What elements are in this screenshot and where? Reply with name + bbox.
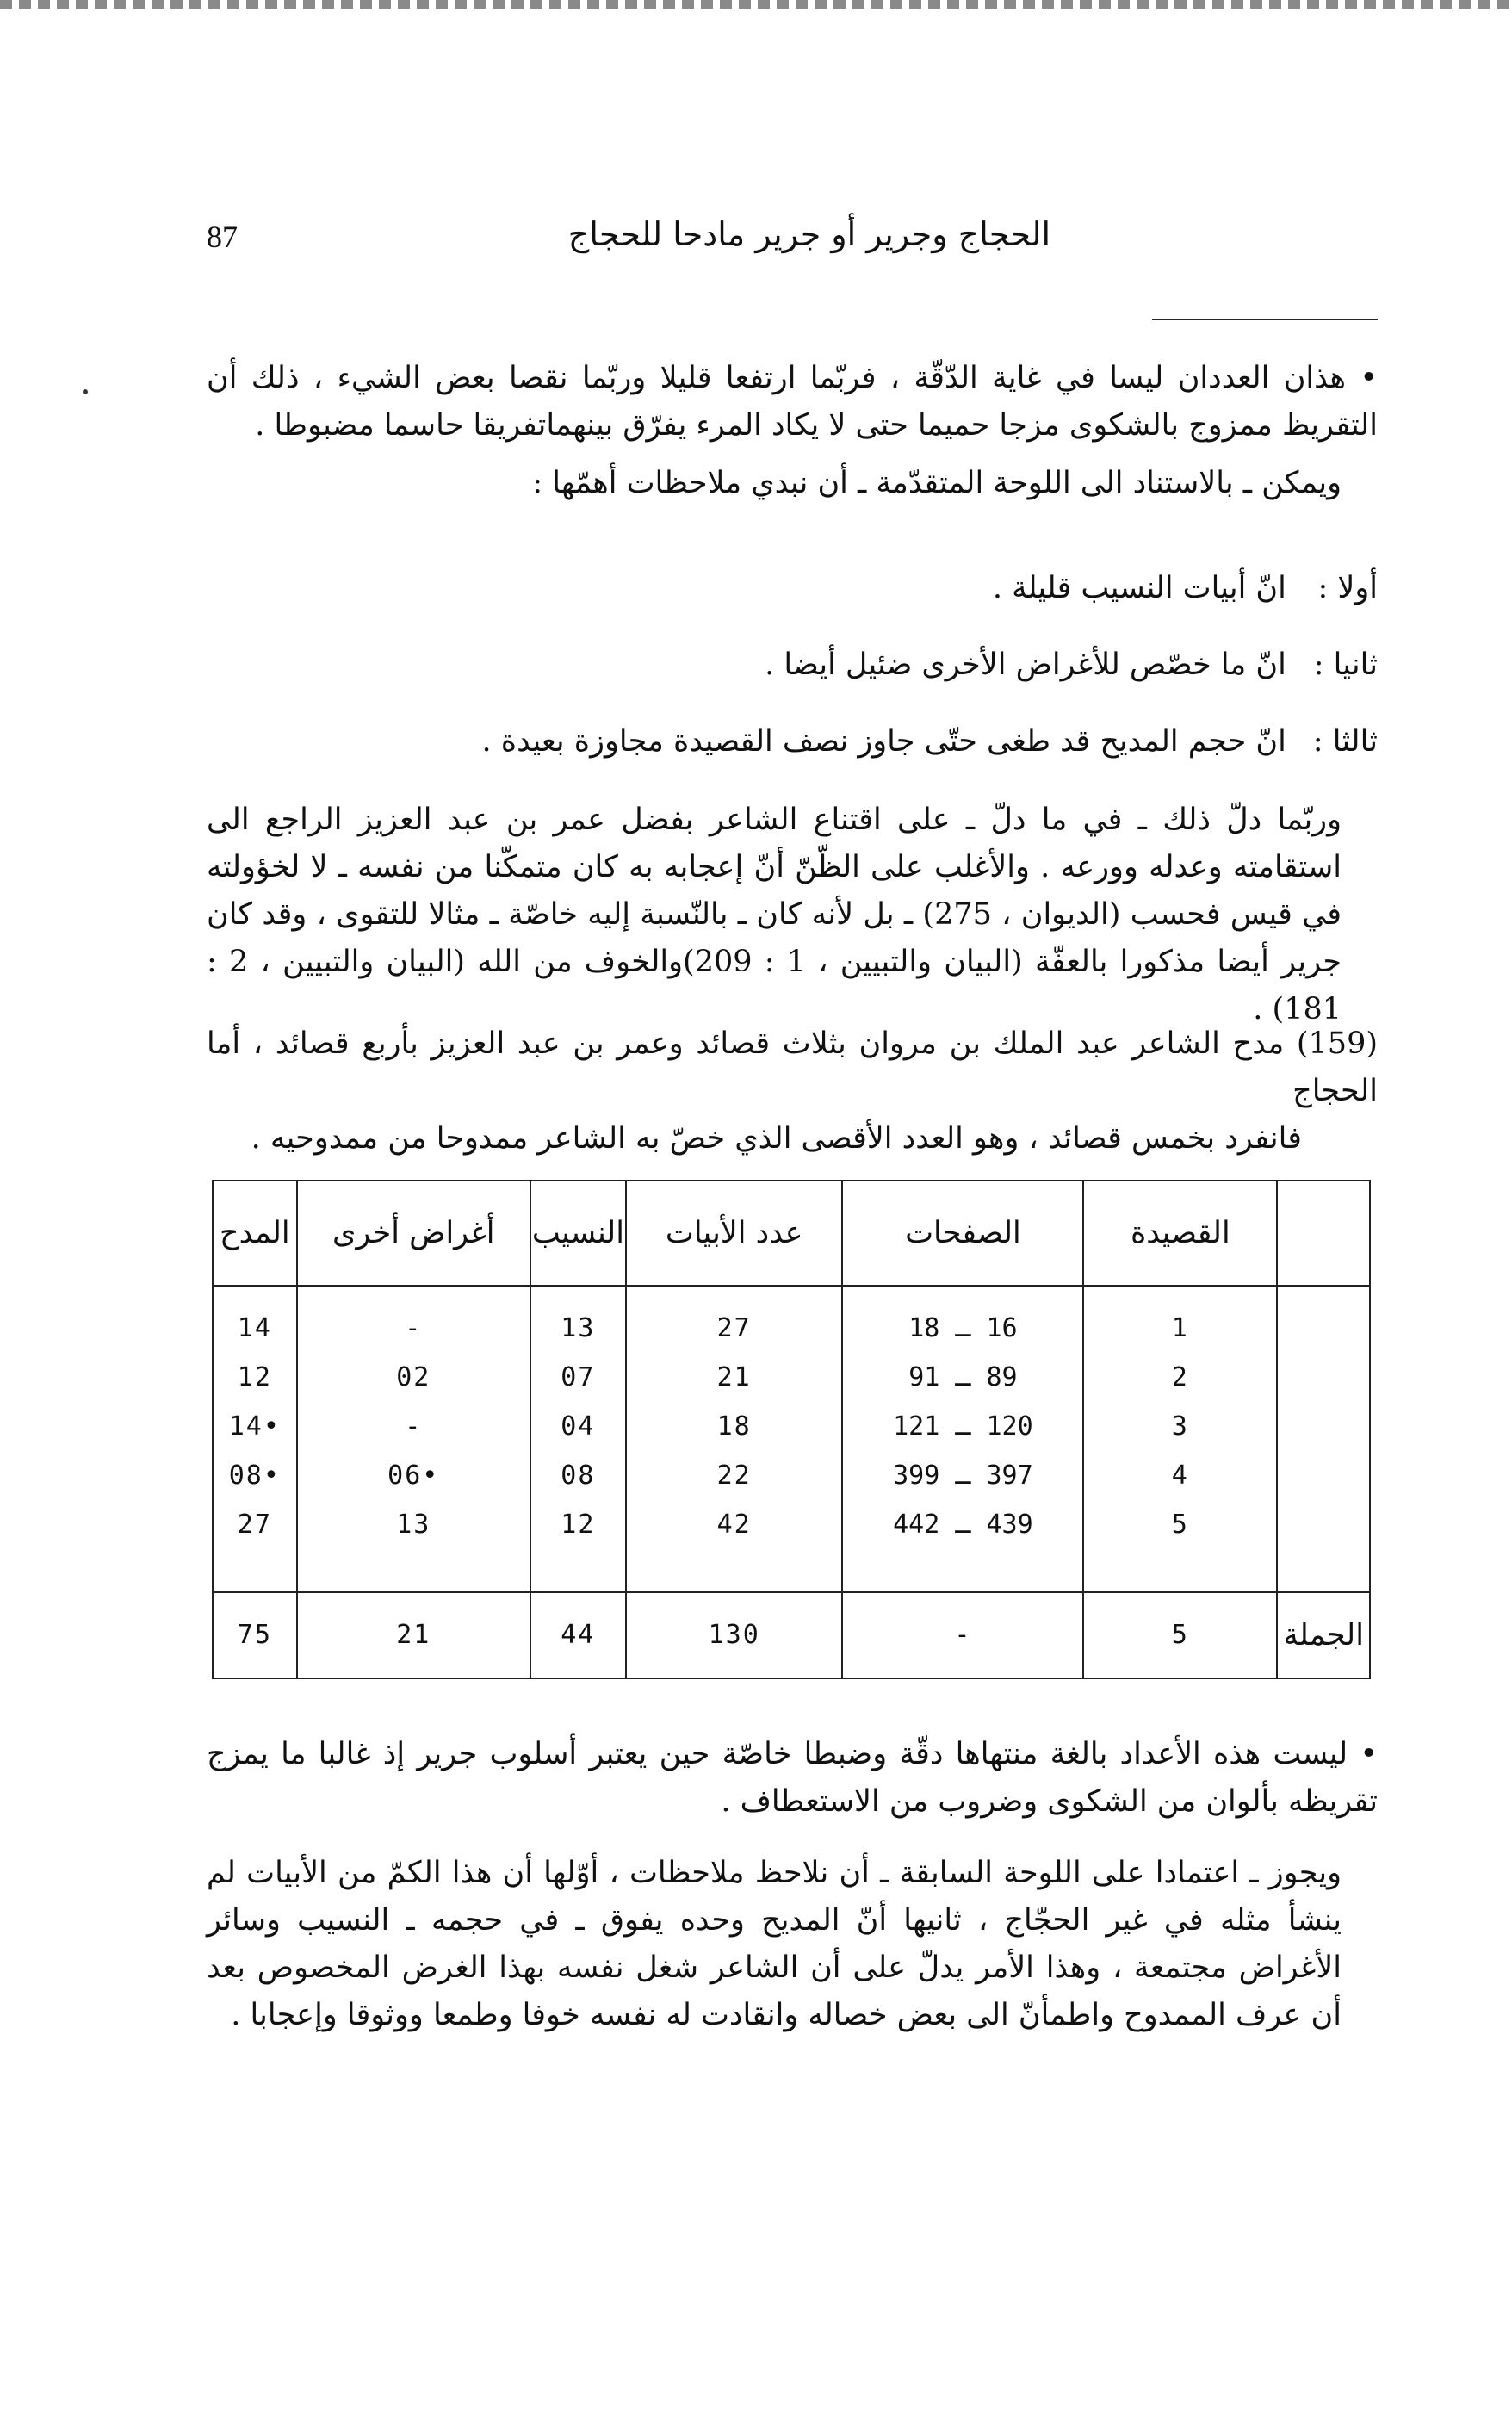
footnote-block-1 (207, 355, 1378, 507)
observation-3-text: انّ حجم المديح قد طغى حتّى جاوز نصف القصيدة مجاوزة بعيدة . (481, 724, 1286, 759)
header-verses: عدد الأبيات (626, 1181, 843, 1286)
other-cell: - (405, 1313, 423, 1343)
footnote-block-2 (207, 1731, 1378, 1826)
scan-speck (83, 389, 88, 394)
pages-cell: 16 ـ 18 (908, 1313, 1018, 1343)
other-cell: 13 (396, 1510, 431, 1540)
observation-3 (207, 718, 1378, 766)
verses-cell: 42 (716, 1510, 752, 1540)
footnote-paragraph-2: • ليست هذه الأعداد بالغة منتهاها دقّة وضبطا خاصّة حين يعتبر أسلوب جرير إذ غالبا ما يمزج تقريظه بألوان من الشكوى وضروب من الاستعطاف . (207, 1737, 1378, 1819)
pages-cell: 439 ـ 442 (893, 1510, 1033, 1540)
total-qasida: 5 (1083, 1592, 1277, 1678)
qasida-cell: 3 (1171, 1411, 1189, 1442)
total-other: 21 (297, 1592, 530, 1678)
verses-cell: 27 (716, 1313, 752, 1343)
qasida-cell: 1 (1171, 1313, 1189, 1343)
page-header (207, 215, 1378, 267)
intro-paragraph: ويمكن ـ بالاستناد الى اللوحة المتقدّمة ـ أن نبدي ملاحظات أهمّها : (532, 466, 1342, 500)
total-verses: 130 (626, 1592, 843, 1678)
stats-table (212, 1180, 1371, 1679)
closing-text: ويجوز ـ اعتمادا على اللوحة السابقة ـ أن نلاحظ ملاحظات ، أوّلها أن هذا الكمّ من الأبيات لم ينشأ مثله في غير الحجّاج ، ثانيها أنّ المديح وحده يفوق ـ في حجمه ـ النسيب وسائر الأغراض مجتمعة ، وهذا الأمر يدلّ على أن الشاعر شغل نفسه بهذا الغرض المخصوص بعد أن عرف الممدوح واطمأنّ الى بعض خصاله وانقادت له نفسه خوفا وطمعا ووثوقا وإعجابا . (207, 1856, 1342, 2032)
header-madh: المدح (213, 1181, 297, 1286)
table-body-row (213, 1286, 1370, 1592)
scan-edge (0, 0, 1512, 9)
footnote-rule (1152, 319, 1378, 320)
total-pages: - (842, 1592, 1083, 1678)
observation-2-text: انّ ما خصّص للأغراض الأخرى ضئيل أيضا . (765, 648, 1286, 682)
verses-column (626, 1286, 843, 1592)
other-cell: 06• (387, 1460, 440, 1491)
footnote-159-line-2: فانفرد بخمس قصائد ، وهو العدد الأقصى الذي خصّ به الشاعر ممدوحا من ممدوحيه . (251, 1121, 1302, 1156)
observation-1-label: أولا : (1317, 571, 1378, 605)
other-column (297, 1286, 530, 1592)
madh-cell: 14 (237, 1313, 272, 1343)
nasib-cell: 13 (561, 1313, 596, 1343)
pages-column (842, 1286, 1083, 1592)
total-nasib: 44 (530, 1592, 626, 1678)
poems-statistics-table (212, 1180, 1371, 1679)
verses-cell: 18 (716, 1411, 752, 1442)
other-cell: 02 (396, 1362, 431, 1392)
verses-cell: 21 (716, 1362, 752, 1392)
nasib-cell: 07 (561, 1362, 596, 1392)
nasib-column (530, 1286, 626, 1592)
verses-cell: 22 (716, 1460, 752, 1491)
page-number: 87 (207, 220, 238, 254)
observation-2 (207, 642, 1378, 689)
madh-cell: 08• (228, 1460, 281, 1491)
body-empty-cell (1277, 1286, 1370, 1592)
qasida-cell: 2 (1171, 1362, 1189, 1392)
header-qasida: القصيدة (1083, 1181, 1277, 1286)
footnote-paragraph-1: • هذان العددان ليسا في غاية الدّقّة ، فربّما ارتفعا قليلا وربّما نقصا بعض الشيء ، ذلك أن التقريظ ممزوج بالشكوى مزجا حميما حتى لا يكاد المرء يفرّق بينهماتفريقا حاسما مضبوطا . (207, 361, 1378, 443)
table-header-row (213, 1181, 1370, 1286)
madh-cell: 12 (237, 1362, 272, 1392)
header-empty (1277, 1181, 1370, 1286)
pages-cell: 89 ـ 91 (908, 1362, 1018, 1392)
madh-column (213, 1286, 297, 1592)
observations-list (207, 565, 1378, 795)
qasida-column (1083, 1286, 1277, 1592)
table-total-row (213, 1592, 1370, 1678)
observation-1-text: انّ أبيات النسيب قليلة . (992, 571, 1286, 605)
discussion-paragraph (207, 797, 1378, 1033)
pages-cell: 397 ـ 399 (893, 1460, 1033, 1491)
header-nasib: النسيب (530, 1181, 626, 1286)
nasib-cell: 04 (561, 1411, 596, 1442)
total-madh: 75 (213, 1592, 297, 1678)
madh-cell: 27 (237, 1510, 272, 1540)
total-label: الجملة (1277, 1592, 1370, 1678)
header-other: أغراض أخرى (297, 1181, 530, 1286)
qasida-cell: 4 (1171, 1460, 1189, 1491)
running-title: الحجاج وجرير أو جرير مادحا للحجاج (567, 215, 1050, 253)
footnote-159-line-1: (159) مدح الشاعر عبد الملك بن مروان بثلاث قصائد وعمر بن عبد العزيز بأربع قصائد ، أما الحجاج (207, 1026, 1378, 1108)
observation-3-label: ثالثا : (1312, 724, 1378, 759)
nasib-cell: 08 (561, 1460, 596, 1491)
qasida-cell: 5 (1171, 1510, 1189, 1540)
footnote-159 (207, 1020, 1378, 1163)
other-cell: - (405, 1411, 423, 1442)
pages-cell: 120 ـ 121 (893, 1411, 1033, 1442)
header-pages: الصفحات (842, 1181, 1083, 1286)
closing-paragraph (207, 1850, 1378, 2039)
observation-1 (207, 565, 1378, 612)
madh-cell: 14• (228, 1411, 281, 1442)
nasib-cell: 12 (561, 1510, 596, 1540)
observation-2-label: ثانيا : (1313, 648, 1378, 682)
discussion-text: وربّما دلّ ذلك ـ في ما دلّ ـ على اقتناع الشاعر بفضل عمر بن عبد العزيز الراجع الى استقامته وعدله وورعه . والأغلب على الظّنّ أنّ إعجابه به كان متمكّنا من نفسه ـ لا لخؤولته في قيس فحسب (الديوان ، 275) ـ بل لأنه كان ـ بالنّسبة إليه خاصّة ـ مثالا للتقوى ، وقد كان جرير أيضا مذكورا بالعفّة (البيان والتبيين ، 1 : 209)والخوف من الله (البيان والتبيين ، 2 : 181) . (207, 803, 1342, 1026)
